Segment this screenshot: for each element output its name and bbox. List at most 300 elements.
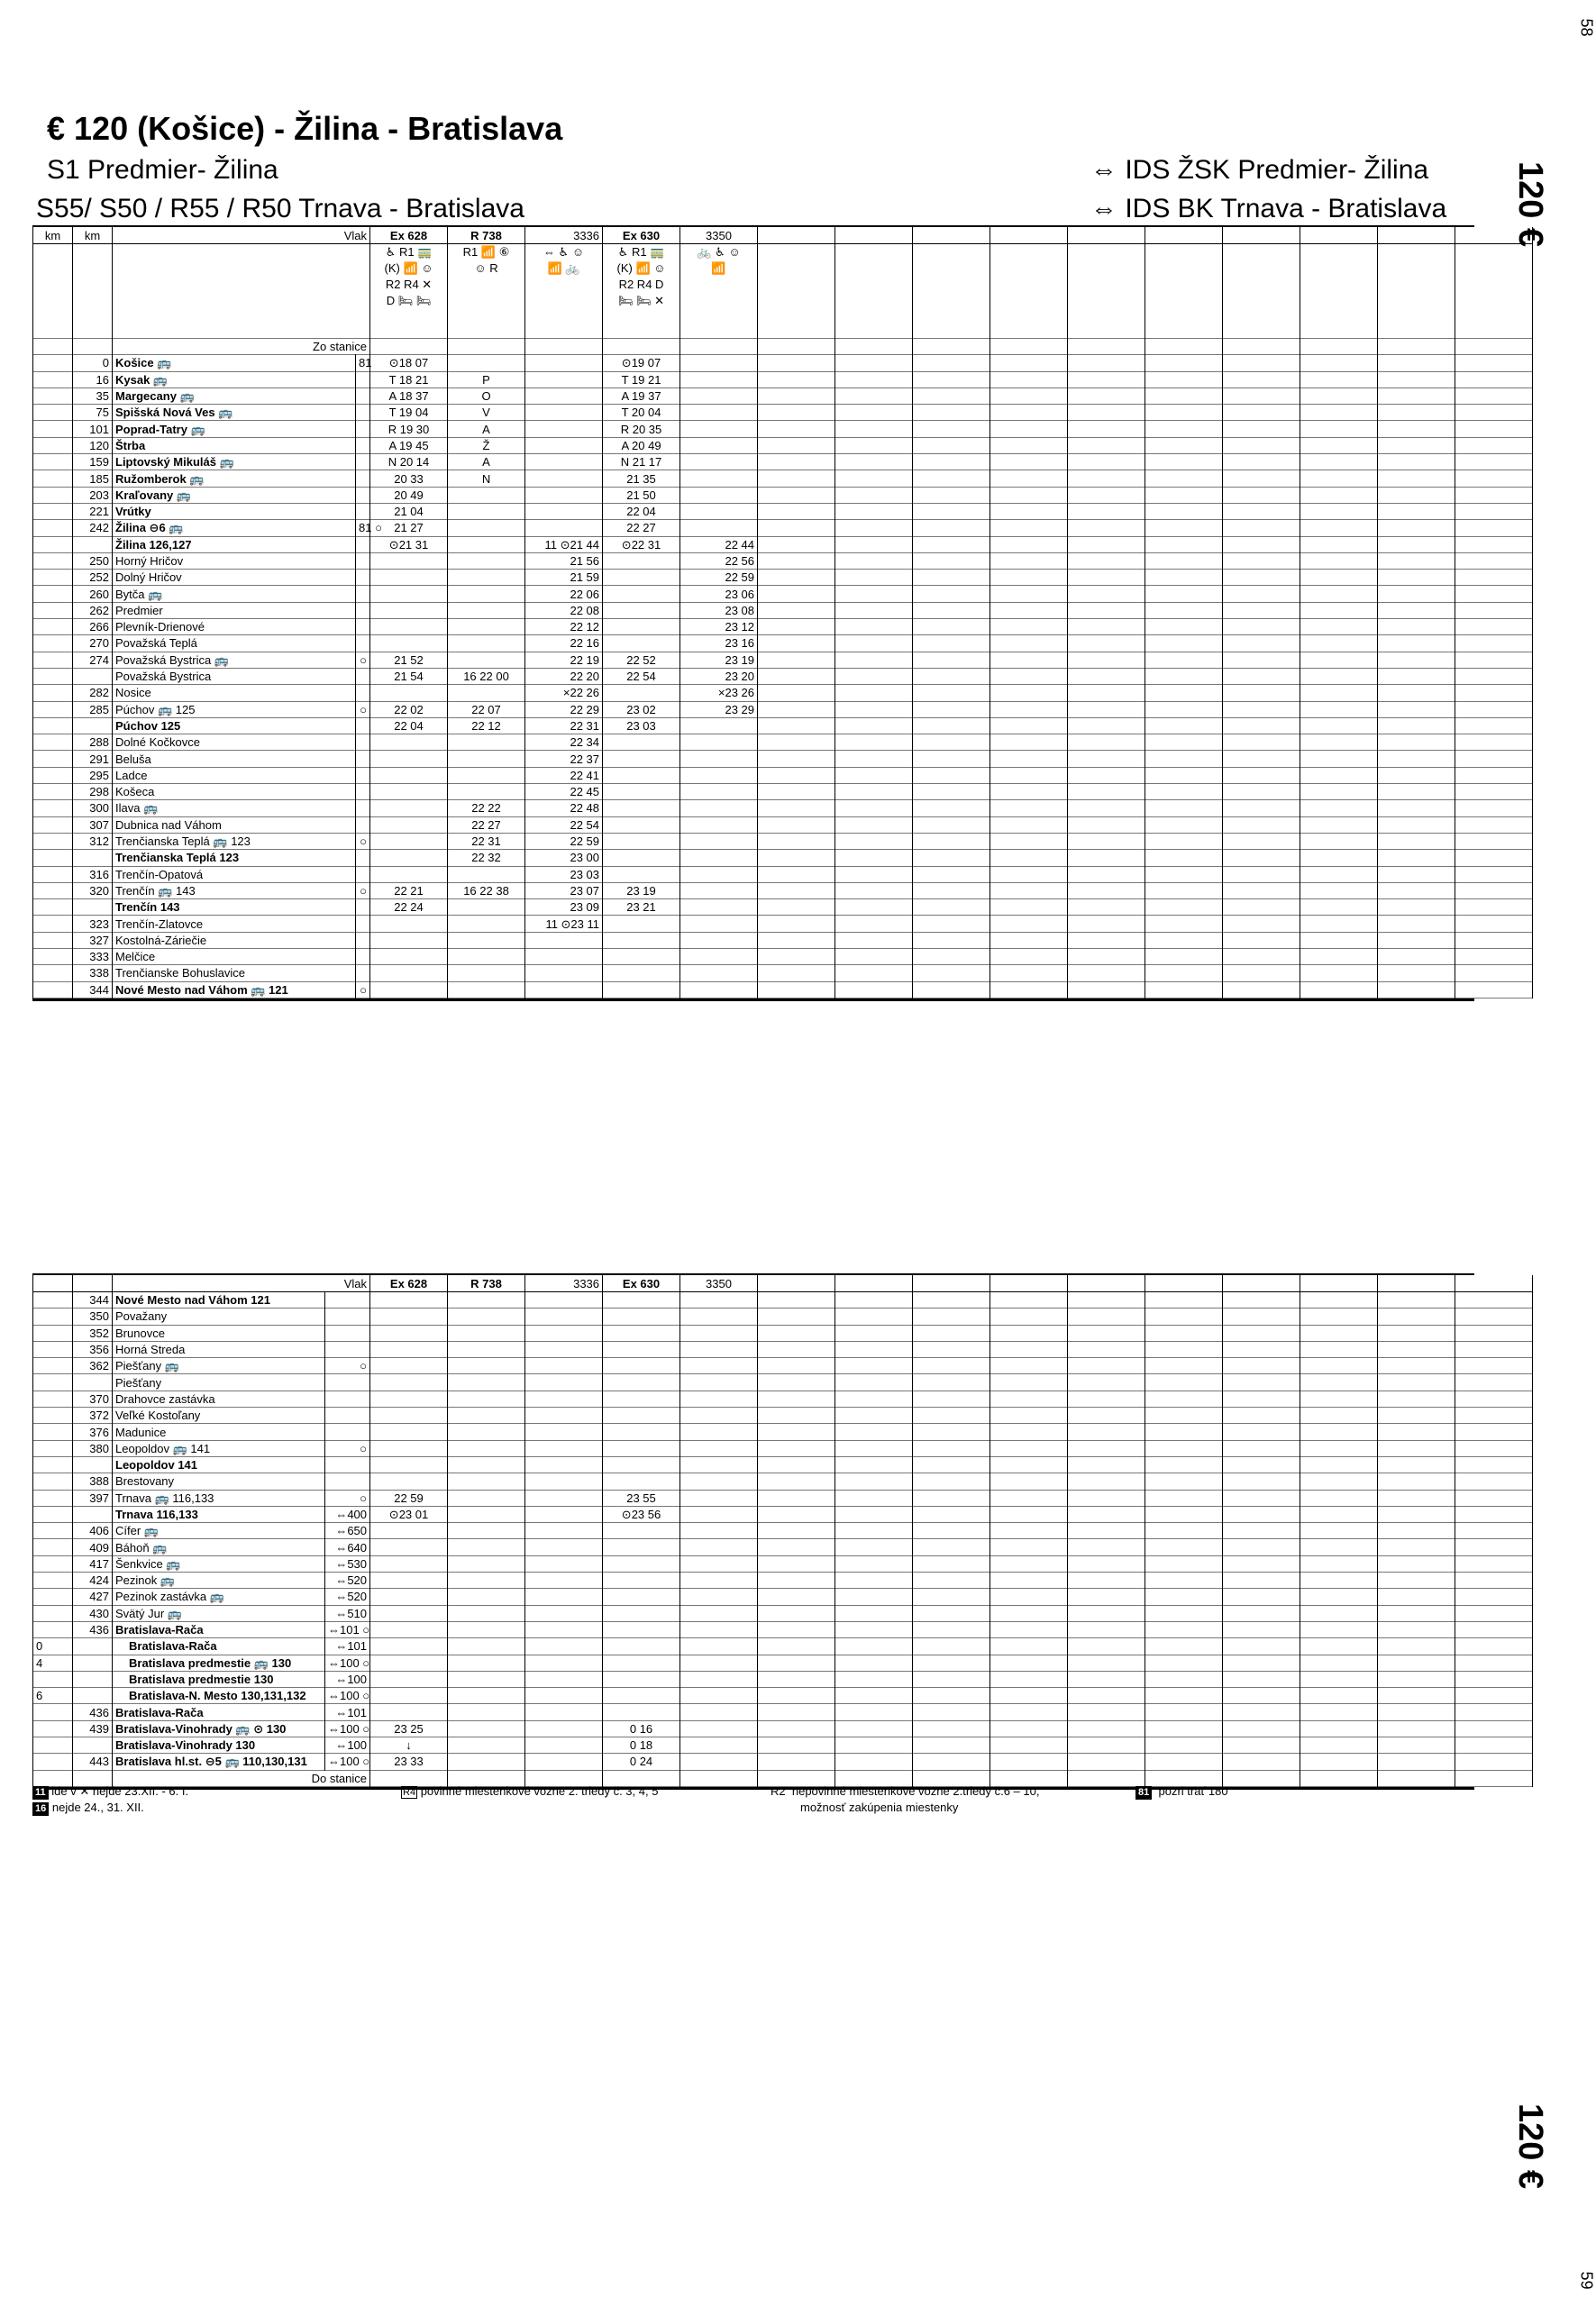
km-cell: 295	[73, 767, 113, 783]
time-cell	[603, 784, 680, 800]
station-name: Leopoldov 141	[113, 1456, 325, 1473]
time-cell	[370, 916, 448, 932]
time-cell: 21 27	[370, 520, 448, 536]
empty-cell	[913, 635, 990, 652]
station-note	[325, 1473, 370, 1490]
empty-cell	[758, 784, 835, 800]
empty-cell	[990, 602, 1068, 618]
empty-cell	[913, 1754, 990, 1770]
empty-cell	[835, 816, 913, 833]
time-cell	[680, 437, 758, 453]
station-note	[356, 437, 370, 453]
empty-cell	[1145, 1621, 1223, 1637]
station-note: ○	[325, 1440, 370, 1456]
empty-cell	[1455, 635, 1533, 652]
empty-cell	[913, 734, 990, 751]
empty-cell	[758, 1638, 835, 1655]
time-cell	[525, 1539, 603, 1555]
empty-cell	[913, 1456, 990, 1473]
time-cell	[603, 916, 680, 932]
km-cell	[73, 536, 113, 552]
station-note	[356, 916, 370, 932]
time-cell	[680, 1440, 758, 1456]
km-cell	[33, 850, 73, 866]
empty-cell	[1455, 1671, 1533, 1687]
km-cell	[33, 1490, 73, 1506]
footnote-r4	[401, 1784, 658, 1798]
empty-cell	[1378, 487, 1455, 503]
empty-cell	[990, 1440, 1068, 1456]
km-cell	[33, 1325, 73, 1341]
time-cell	[448, 1309, 525, 1325]
empty-cell	[990, 1490, 1068, 1506]
time-cell: 16 22 00	[448, 668, 525, 684]
empty-cell	[758, 1688, 835, 1704]
time-cell	[448, 1523, 525, 1539]
km-header: km	[73, 227, 113, 244]
km-cell: 282	[73, 685, 113, 701]
empty-cell	[1145, 1292, 1223, 1309]
empty-cell	[1300, 1341, 1378, 1357]
station-note	[356, 454, 370, 470]
km-cell: 439	[73, 1720, 113, 1737]
empty-cell	[758, 1589, 835, 1605]
empty-cell	[758, 619, 835, 635]
empty-cell	[1455, 619, 1533, 635]
empty-cell	[1455, 1424, 1533, 1440]
empty-cell	[1455, 1720, 1533, 1737]
empty-cell	[1145, 1440, 1223, 1456]
station-note: ⇔640	[325, 1539, 370, 1555]
km-cell	[33, 421, 73, 437]
time-cell	[370, 734, 448, 751]
time-cell	[370, 1655, 448, 1671]
time-cell	[525, 1704, 603, 1720]
station-note: ⇔400	[325, 1506, 370, 1522]
station-note: ○	[356, 652, 370, 668]
time-cell	[370, 1704, 448, 1720]
station-name: Považská Teplá	[113, 635, 356, 652]
time-cell	[603, 570, 680, 586]
station-name: Žilina ⊖6 🚌	[113, 520, 356, 536]
empty-cell	[1378, 816, 1455, 833]
empty-cell	[835, 1490, 913, 1506]
time-cell	[603, 948, 680, 964]
time-cell	[603, 1325, 680, 1341]
time-cell	[680, 866, 758, 882]
empty-cell	[913, 1358, 990, 1374]
empty-cell	[1455, 586, 1533, 602]
time-cell	[448, 652, 525, 668]
empty-cell	[1300, 1688, 1378, 1704]
empty-cell	[835, 1539, 913, 1555]
km-cell: 101	[73, 421, 113, 437]
time-cell	[680, 1621, 758, 1637]
empty-cell	[1378, 866, 1455, 882]
time-cell	[370, 784, 448, 800]
time-cell	[680, 717, 758, 734]
empty-cell	[1223, 437, 1300, 453]
empty-cell	[1223, 1358, 1300, 1374]
time-cell	[680, 1309, 758, 1325]
station-name: Horný Hričov	[113, 552, 356, 569]
time-cell	[448, 1341, 525, 1357]
time-cell: 20 49	[370, 487, 448, 503]
table-row	[33, 916, 1533, 932]
station-note	[356, 800, 370, 816]
empty-cell	[1455, 833, 1533, 849]
empty-cell	[1378, 668, 1455, 684]
station-note	[325, 1292, 370, 1309]
empty-cell	[990, 932, 1068, 948]
empty-cell	[1223, 570, 1300, 586]
time-cell	[370, 833, 448, 849]
empty-cell	[758, 1704, 835, 1720]
station-note	[325, 1424, 370, 1440]
empty-cell	[758, 1341, 835, 1357]
station-note	[325, 1456, 370, 1473]
empty-cell	[1300, 1655, 1378, 1671]
empty-cell	[1145, 1671, 1223, 1687]
empty-cell	[1068, 536, 1145, 552]
empty-cell	[1145, 850, 1223, 866]
empty-cell	[1145, 767, 1223, 783]
empty-cell	[1223, 355, 1300, 371]
empty-cell	[1300, 503, 1378, 519]
table-row	[33, 1325, 1533, 1341]
empty-cell	[1378, 1573, 1455, 1589]
empty-cell	[835, 355, 913, 371]
empty-cell	[835, 1358, 913, 1374]
empty-cell	[1300, 586, 1378, 602]
empty-cell	[758, 1490, 835, 1506]
empty-cell	[1068, 1605, 1145, 1621]
km-cell	[33, 685, 73, 701]
table-row	[33, 784, 1533, 800]
empty-cell	[913, 437, 990, 453]
empty-cell	[990, 1754, 1068, 1770]
time-cell	[603, 1374, 680, 1391]
time-cell: 20 33	[370, 470, 448, 487]
empty-cell	[1378, 800, 1455, 816]
time-cell	[370, 1473, 448, 1490]
time-cell: 23 20	[680, 668, 758, 684]
time-cell	[448, 916, 525, 932]
empty-cell	[1223, 503, 1300, 519]
empty-cell	[990, 734, 1068, 751]
empty-cell	[1223, 1555, 1300, 1572]
empty-cell	[1300, 833, 1378, 849]
empty-cell	[1378, 1325, 1455, 1341]
empty-cell	[758, 1539, 835, 1555]
station-note: ⇔100 ○	[325, 1688, 370, 1704]
empty-cell	[1300, 570, 1378, 586]
time-cell	[448, 1737, 525, 1754]
time-cell	[603, 1573, 680, 1589]
empty-cell	[1378, 1589, 1455, 1605]
empty-cell	[1300, 717, 1378, 734]
empty-cell	[990, 405, 1068, 421]
time-cell: 11 ⊙23 11	[525, 916, 603, 932]
time-cell	[370, 1638, 448, 1655]
empty-cell	[835, 1720, 913, 1737]
empty-cell	[1378, 833, 1455, 849]
time-cell: 22 22	[448, 800, 525, 816]
empty-cell	[1145, 717, 1223, 734]
empty-cell	[1223, 1506, 1300, 1522]
time-cell	[448, 586, 525, 602]
time-cell	[448, 1754, 525, 1770]
empty-cell	[1223, 668, 1300, 684]
empty-cell	[913, 487, 990, 503]
empty-cell	[1145, 1688, 1223, 1704]
km-cell	[33, 701, 73, 717]
empty-cell	[835, 1655, 913, 1671]
time-cell	[680, 833, 758, 849]
table-row	[33, 487, 1533, 503]
empty-cell	[1223, 1424, 1300, 1440]
empty-cell	[1455, 421, 1533, 437]
empty-cell	[990, 1589, 1068, 1605]
km-cell	[33, 1605, 73, 1621]
empty-cell	[758, 487, 835, 503]
empty-cell	[913, 1408, 990, 1424]
time-cell	[680, 1688, 758, 1704]
empty-cell	[1068, 570, 1145, 586]
time-cell	[680, 470, 758, 487]
time-cell	[525, 1605, 603, 1621]
empty-cell	[990, 668, 1068, 684]
time-cell: 23 29	[680, 701, 758, 717]
time-cell	[680, 421, 758, 437]
time-cell	[525, 1490, 603, 1506]
empty-cell	[1068, 668, 1145, 684]
empty-cell	[1455, 355, 1533, 371]
time-cell: R 19 30	[370, 421, 448, 437]
time-cell	[680, 1638, 758, 1655]
empty-cell	[990, 1688, 1068, 1704]
empty-cell	[758, 602, 835, 618]
empty-cell	[835, 948, 913, 964]
station-note	[356, 932, 370, 948]
time-cell	[448, 635, 525, 652]
empty-cell	[990, 1292, 1068, 1309]
empty-cell	[1300, 1523, 1378, 1539]
empty-cell	[1223, 1737, 1300, 1754]
empty-cell	[1145, 652, 1223, 668]
km-cell: 300	[73, 800, 113, 816]
empty-cell	[1145, 536, 1223, 552]
time-cell	[680, 1605, 758, 1621]
km-cell: 270	[73, 635, 113, 652]
empty-cell	[1145, 437, 1223, 453]
empty-cell	[835, 800, 913, 816]
empty-cell	[1145, 948, 1223, 964]
time-cell: 21 59	[525, 570, 603, 586]
empty-cell	[990, 767, 1068, 783]
time-cell	[603, 866, 680, 882]
empty-cell	[1223, 388, 1300, 404]
station-note	[356, 421, 370, 437]
empty-cell	[990, 1325, 1068, 1341]
empty-cell	[1068, 552, 1145, 569]
time-cell	[448, 1456, 525, 1473]
km-cell	[33, 388, 73, 404]
km-cell: 312	[73, 833, 113, 849]
empty-cell	[1378, 1506, 1455, 1522]
time-cell: 22 21	[370, 882, 448, 898]
time-cell	[680, 1555, 758, 1572]
empty-cell	[1068, 355, 1145, 371]
empty-cell	[1378, 355, 1455, 371]
time-cell	[680, 487, 758, 503]
empty-cell	[990, 685, 1068, 701]
station-name: Košice 🚌	[113, 355, 356, 371]
empty-cell	[1223, 1391, 1300, 1407]
empty-cell	[1300, 1671, 1378, 1687]
empty-cell	[1378, 1341, 1455, 1357]
empty-cell	[913, 1688, 990, 1704]
time-cell	[603, 1589, 680, 1605]
table-row	[33, 1655, 1533, 1671]
empty-cell	[1145, 371, 1223, 388]
station-name: Dolný Hričov	[113, 570, 356, 586]
time-cell	[448, 1671, 525, 1687]
station-note	[356, 570, 370, 586]
empty-cell	[1455, 570, 1533, 586]
empty-cell	[990, 355, 1068, 371]
empty-cell	[758, 1391, 835, 1407]
station-note: ⇔520	[325, 1589, 370, 1605]
time-cell	[525, 1523, 603, 1539]
time-cell: 23 02	[603, 701, 680, 717]
km-cell: 352	[73, 1325, 113, 1341]
time-cell	[448, 1325, 525, 1341]
empty-cell	[758, 1655, 835, 1671]
time-cell	[448, 1490, 525, 1506]
empty-cell	[1378, 570, 1455, 586]
empty-cell	[1300, 948, 1378, 964]
station-note	[356, 536, 370, 552]
empty-cell	[1455, 701, 1533, 717]
km-cell	[33, 552, 73, 569]
time-cell: A	[448, 421, 525, 437]
station-note: ⇔650	[325, 1523, 370, 1539]
station-name: Bratislava-Rača	[113, 1621, 325, 1637]
table-row	[33, 1341, 1533, 1357]
empty-cell	[990, 1539, 1068, 1555]
km-cell	[33, 948, 73, 964]
empty-cell	[1378, 1374, 1455, 1391]
time-cell	[448, 552, 525, 569]
empty-cell	[990, 1737, 1068, 1754]
time-cell: ⊙21 31	[370, 536, 448, 552]
empty-cell	[1455, 405, 1533, 421]
time-cell	[525, 1506, 603, 1522]
time-cell: 23 07	[525, 882, 603, 898]
empty-cell	[990, 882, 1068, 898]
station-note: ⇔101 ○	[325, 1621, 370, 1637]
km-cell: 436	[73, 1621, 113, 1637]
station-name: Trenčín 🚌 143	[113, 882, 356, 898]
empty-cell	[1455, 1737, 1533, 1754]
empty-cell	[913, 536, 990, 552]
train-symbols: 🚲 ♿ ☺ 📶	[680, 244, 758, 339]
table-row	[33, 503, 1533, 519]
km-cell	[73, 1671, 113, 1687]
km-cell: 185	[73, 470, 113, 487]
empty-cell	[1300, 355, 1378, 371]
empty-cell	[990, 866, 1068, 882]
footnote-11	[32, 1784, 188, 1800]
table-row	[33, 866, 1533, 882]
time-cell	[525, 371, 603, 388]
empty-cell	[835, 652, 913, 668]
table-row	[33, 1358, 1533, 1374]
empty-cell	[758, 882, 835, 898]
empty-cell	[835, 1754, 913, 1770]
km-cell: 307	[73, 816, 113, 833]
empty-cell	[758, 701, 835, 717]
empty-cell	[990, 1309, 1068, 1325]
empty-cell	[1378, 784, 1455, 800]
station-name: Šenkvice 🚌	[113, 1555, 325, 1572]
empty-cell	[1223, 833, 1300, 849]
km-cell: 380	[73, 1440, 113, 1456]
empty-cell	[1378, 1539, 1455, 1555]
empty-cell	[1223, 751, 1300, 767]
empty-cell	[1068, 734, 1145, 751]
empty-cell	[1378, 948, 1455, 964]
time-cell	[370, 1325, 448, 1341]
empty-cell	[835, 916, 913, 932]
time-cell: 23 16	[680, 635, 758, 652]
empty-cell	[1145, 1456, 1223, 1473]
empty-cell	[1455, 470, 1533, 487]
empty-cell	[1223, 981, 1300, 998]
time-cell	[525, 1638, 603, 1655]
empty-cell	[1068, 503, 1145, 519]
from-station-label: Zo stanice	[113, 339, 370, 355]
empty-cell	[835, 487, 913, 503]
empty-cell	[1068, 1391, 1145, 1407]
empty-cell	[758, 965, 835, 981]
time-cell	[448, 1589, 525, 1605]
empty-cell	[1068, 1589, 1145, 1605]
km-cell: 0	[33, 1638, 73, 1655]
km-cell	[33, 1539, 73, 1555]
station-name: Bratislava-Rača	[113, 1704, 325, 1720]
empty-cell	[835, 371, 913, 388]
empty-cell	[1145, 1638, 1223, 1655]
time-cell: 23 19	[680, 652, 758, 668]
time-cell: 22 12	[525, 619, 603, 635]
empty-cell	[990, 1671, 1068, 1687]
empty-cell	[758, 570, 835, 586]
train-symbols: R1 📶 ⑥ ☺ R	[448, 244, 525, 339]
time-cell	[525, 981, 603, 998]
station-name: Bratislava predmestie 130	[113, 1671, 325, 1687]
empty-cell	[1300, 454, 1378, 470]
time-cell	[525, 1589, 603, 1605]
empty-cell	[758, 767, 835, 783]
empty-cell	[1223, 371, 1300, 388]
time-cell	[603, 1292, 680, 1309]
empty-cell	[1455, 717, 1533, 734]
empty-cell	[1223, 850, 1300, 866]
time-cell	[680, 388, 758, 404]
km-cell	[33, 833, 73, 849]
